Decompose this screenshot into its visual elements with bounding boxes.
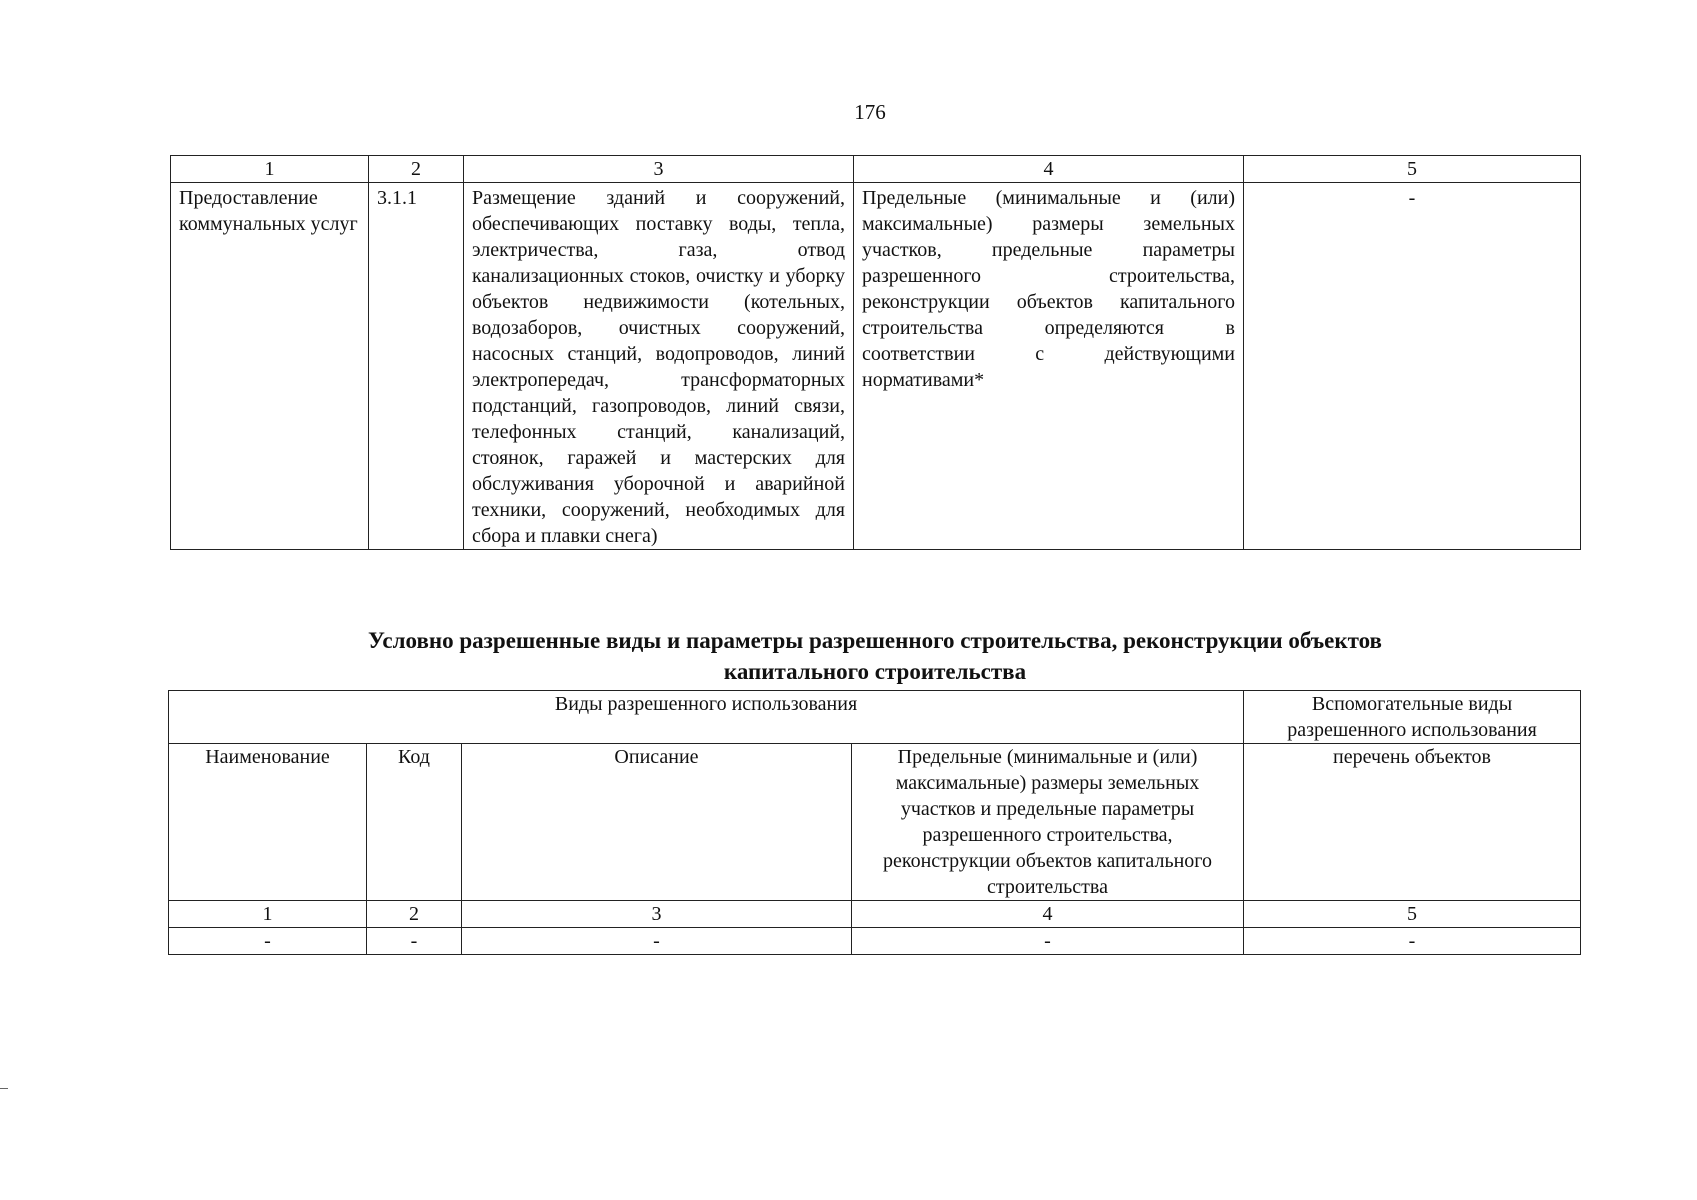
table-row	[171, 183, 1581, 550]
column-number: 3	[462, 901, 852, 928]
column-number-row	[169, 901, 1581, 928]
table-cell: -	[1244, 928, 1581, 955]
column-number: 5	[1244, 901, 1581, 928]
sub-header-row	[169, 744, 1581, 901]
section-heading	[170, 625, 1580, 687]
conditional-use-table	[168, 690, 1581, 955]
section-heading-line: капитального строительства	[723, 659, 1027, 684]
table-row	[169, 928, 1581, 955]
section-heading-line: Условно разрешенные виды и параметры разрешенного строительства, реконструкции объектов	[368, 628, 1382, 653]
use-description: Размещение зданий и сооружений, обеспечивающих поставку воды, тепла, электричества, газа, отвод канализационных стоков, очистку и уборку объектов недвижимости (котельных, водозаборов, очистных сооружений, насосных станций, водопроводов, линий электропередач, трансформаторных подстанций, газопроводов, линий связи, телефонных станций, канализаций, стоянок, гаражей и мастерских для обслуживания уборочной и аварийной техники, сооружений, необходимых для сбора и плавки снега)	[464, 183, 854, 550]
page-number: 176	[854, 100, 886, 124]
column-number-row	[171, 156, 1581, 183]
column-number: 5	[1244, 156, 1581, 183]
column-number: 2	[367, 901, 462, 928]
header-name: Наименование	[169, 744, 367, 901]
header-code: Код	[367, 744, 462, 901]
aux-header: Вспомогательные виды разрешенного использования	[1244, 691, 1581, 744]
use-parameters: Предельные (минимальные и (или) максимальные) размеры земельных участков, предельные параметры разрешенного строительства, реконструкции объектов капитального строительства определяются в соответствии с действующими нормативами*	[854, 183, 1244, 550]
table-cell: -	[169, 928, 367, 955]
permitted-use-table	[170, 155, 1581, 550]
header-description: Описание	[462, 744, 852, 901]
use-name: Предоставление коммунальных услуг	[171, 183, 369, 550]
column-number: 3	[464, 156, 854, 183]
group-header: Виды разрешенного использования	[169, 691, 1244, 744]
table-cell: -	[852, 928, 1244, 955]
table-cell: -	[367, 928, 462, 955]
use-code: 3.1.1	[369, 183, 464, 550]
column-number: 2	[369, 156, 464, 183]
margin-mark	[0, 1088, 8, 1089]
header-objects: перечень объектов	[1244, 744, 1581, 901]
table-cell: -	[462, 928, 852, 955]
group-header-row	[169, 691, 1581, 744]
auxiliary-use: -	[1244, 183, 1581, 550]
header-parameters: Предельные (минимальные и (или) максимальные) размеры земельных участков и предельные параметры разрешенного строительства, реконструкции объектов капитального строительства	[852, 744, 1244, 901]
column-number: 4	[854, 156, 1244, 183]
column-number: 4	[852, 901, 1244, 928]
column-number: 1	[169, 901, 367, 928]
column-number: 1	[171, 156, 369, 183]
